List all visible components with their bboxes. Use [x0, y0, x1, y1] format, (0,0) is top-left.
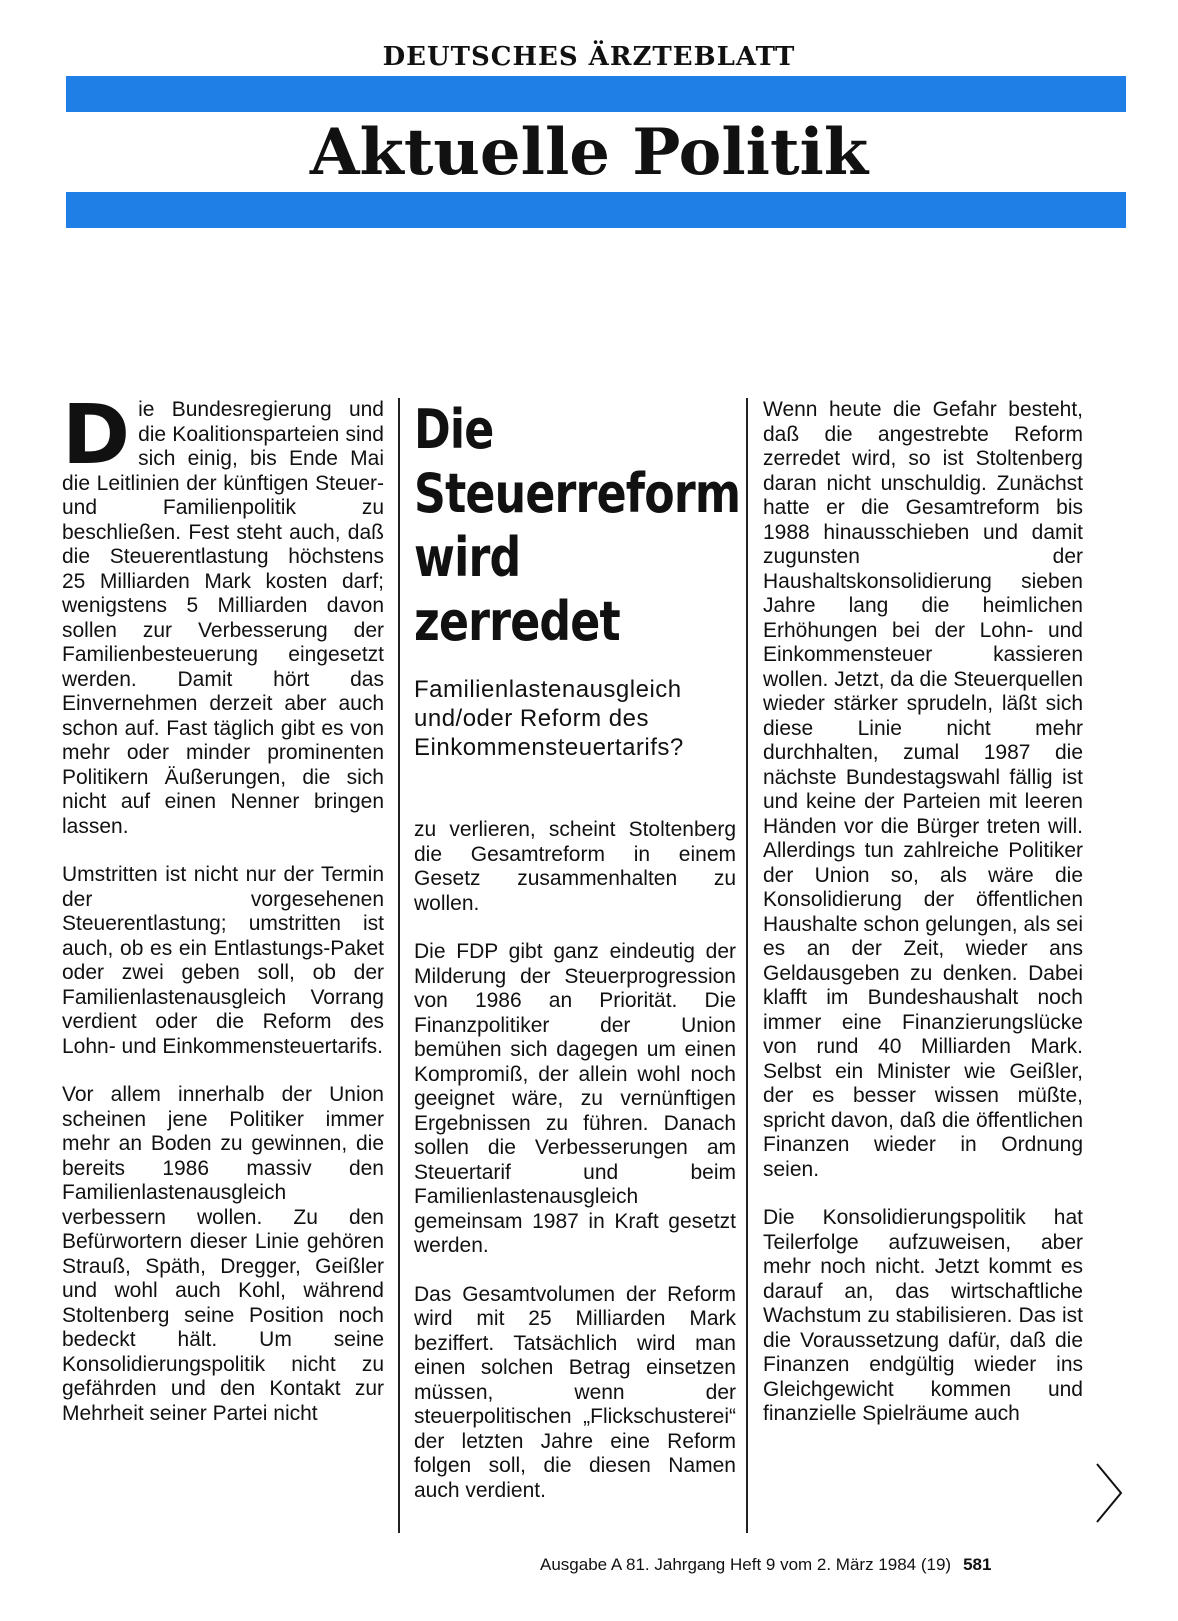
header-bar-bottom [66, 192, 1126, 228]
dropcap: D [62, 388, 131, 483]
header-bar-top [66, 76, 1126, 112]
article-headline: Die Steuerreform wird zerredet [414, 398, 741, 653]
issue-info: Ausgabe A 81. Jahrgang Heft 9 vom 2. März 1984 (19) [540, 1555, 952, 1574]
page-number: 581 [963, 1555, 992, 1574]
masthead: DEUTSCHES ÄRZTEBLATT [382, 42, 796, 72]
article-column-2 [414, 818, 736, 1527]
paragraph: Die Konsolidierungspolitik hat Teilerfolge aufzuweisen, aber mehr noch nicht. Jetzt kommt es darauf an, das wirtschaftliche Wachstum zu stabilisieren. Das ist die Voraussetzung dafür, daß die Finanzen endgültig wieder ins Gleichgewicht kommen und finanzielle Spielräume auch [763, 1206, 1083, 1425]
column-divider [398, 398, 400, 1533]
paragraph: zu verlieren, scheint Stoltenberg die Gesamtreform in einem Gesetz zusammenhalten zu wollen. [414, 818, 736, 915]
paragraph: Das Gesamtvolumen der Reform wird mit 25 Milliarden Mark beziffert. Tatsächlich wird man einen solchen Betrag einsetzen müssen, wenn der steuerpolitischen „Flickschusterei“ der letzten Jahre eine Reform folgen soll, die diesen Namen auch verdient. [414, 1282, 736, 1502]
article-column-1 [62, 388, 384, 1450]
paragraph: Wenn heute die Gefahr besteht, daß die angestrebte Reform zerredet wird, so ist Stoltenberg daran nicht unschuldig. Zunächst hatte er die Gesamtreform bis 1988 hinausschieben und damit zugunsten der Haushaltskonsolidierung sieben Jahre lang die heimlichen Erhöhungen bei der Lohn- und Einkommensteuer kassieren wollen. Jetzt, da die Steuerquellen wieder stärker sprudeln, läßt sich diese Linie nicht mehr durchhalten, zumal 1987 die nächste Bundestagswahl fällig ist und keine der Parteien mit leeren Händen vor die Bürger treten will. Allerdings tun zahlreiche Politiker der Union so, als wäre die Konsolidierung der öffentlichen Haushalte schon gelungen, als sei es an der Zeit, wieder ans Geldausgeben zu denken. Dabei klafft im Bundeshaushalt noch immer eine Finanzierungslücke von rund 40 Milliarden Mark. Selbst ein Minister wie Geißler, der es besser wissen müßte, spricht davon, daß die öffentlichen Finanzen wieder in Ordnung seien. [763, 398, 1083, 1181]
paragraph: Vor allem innerhalb der Union scheinen jene Politiker immer mehr an Boden zu gewinnen, die bereits 1986 massiv den Familienlastenausgleich verbessern wollen. Zu den Befürwortern dieser Linie gehören Strauß, Späth, Dregger, Geißler und wohl auch Kohl, während Stoltenberg seine Position noch bedeckt hält. Um seine Konsolidierungspolitik nicht zu gefährden und den Kontakt zur Mehrheit seiner Partei nicht [62, 1083, 384, 1425]
article-column-3 [763, 398, 1083, 1451]
section-title: Aktuelle Politik [309, 115, 869, 190]
continue-arrow-icon [1094, 1462, 1124, 1529]
paragraph: Umstritten ist nicht nur der Termin der vorgesehenen Steuerentlastung; umstritten ist auch, ob es ein Entlastungs-Paket oder zwei geben soll, ob der Familienlastenausgleich Vorrang verdient oder die Reform des Lohn- und Einkommensteuertarifs. [62, 863, 384, 1058]
footer [540, 1555, 991, 1575]
column-divider [746, 398, 748, 1533]
paragraph: Die FDP gibt ganz eindeutig der Milderung der Steuerprogression von 1986 an Priorität. Die Finanzpolitiker der Union bemühen sich dagegen um einen Kompromiß, der allein wohl noch geeignet wäre, zu vernünftigen Ergebnissen zu führen. Danach sollen die Verbesserungen am Steuertarif und beim Familienlastenausgleich gemeinsam 1987 in Kraft gesetzt werden. [414, 940, 736, 1257]
article-subtitle: Familienlastenausgleich und/oder Reform des Einkommensteuertarifs? [414, 676, 684, 761]
paragraph: Die Bundesregierung und die Koalitionsparteien sind sich einig, bis Ende Mai die Leitlinien der künftigen Steuer- und Familienpolitik zu beschließen. Fest steht auch, daß die Steuerentlastung höchstens 25 Milliarden Mark kosten darf; wenigstens 5 Milliarden davon sollen zur Verbesserung der Familienbesteuerung eingesetzt werden. Damit hört das Einvernehmen derzeit aber auch schon auf. Fast täglich gibt es von mehr oder minder prominenten Politikern Äußerungen, die sich nicht auf einen Nenner bringen lassen. [62, 388, 384, 838]
